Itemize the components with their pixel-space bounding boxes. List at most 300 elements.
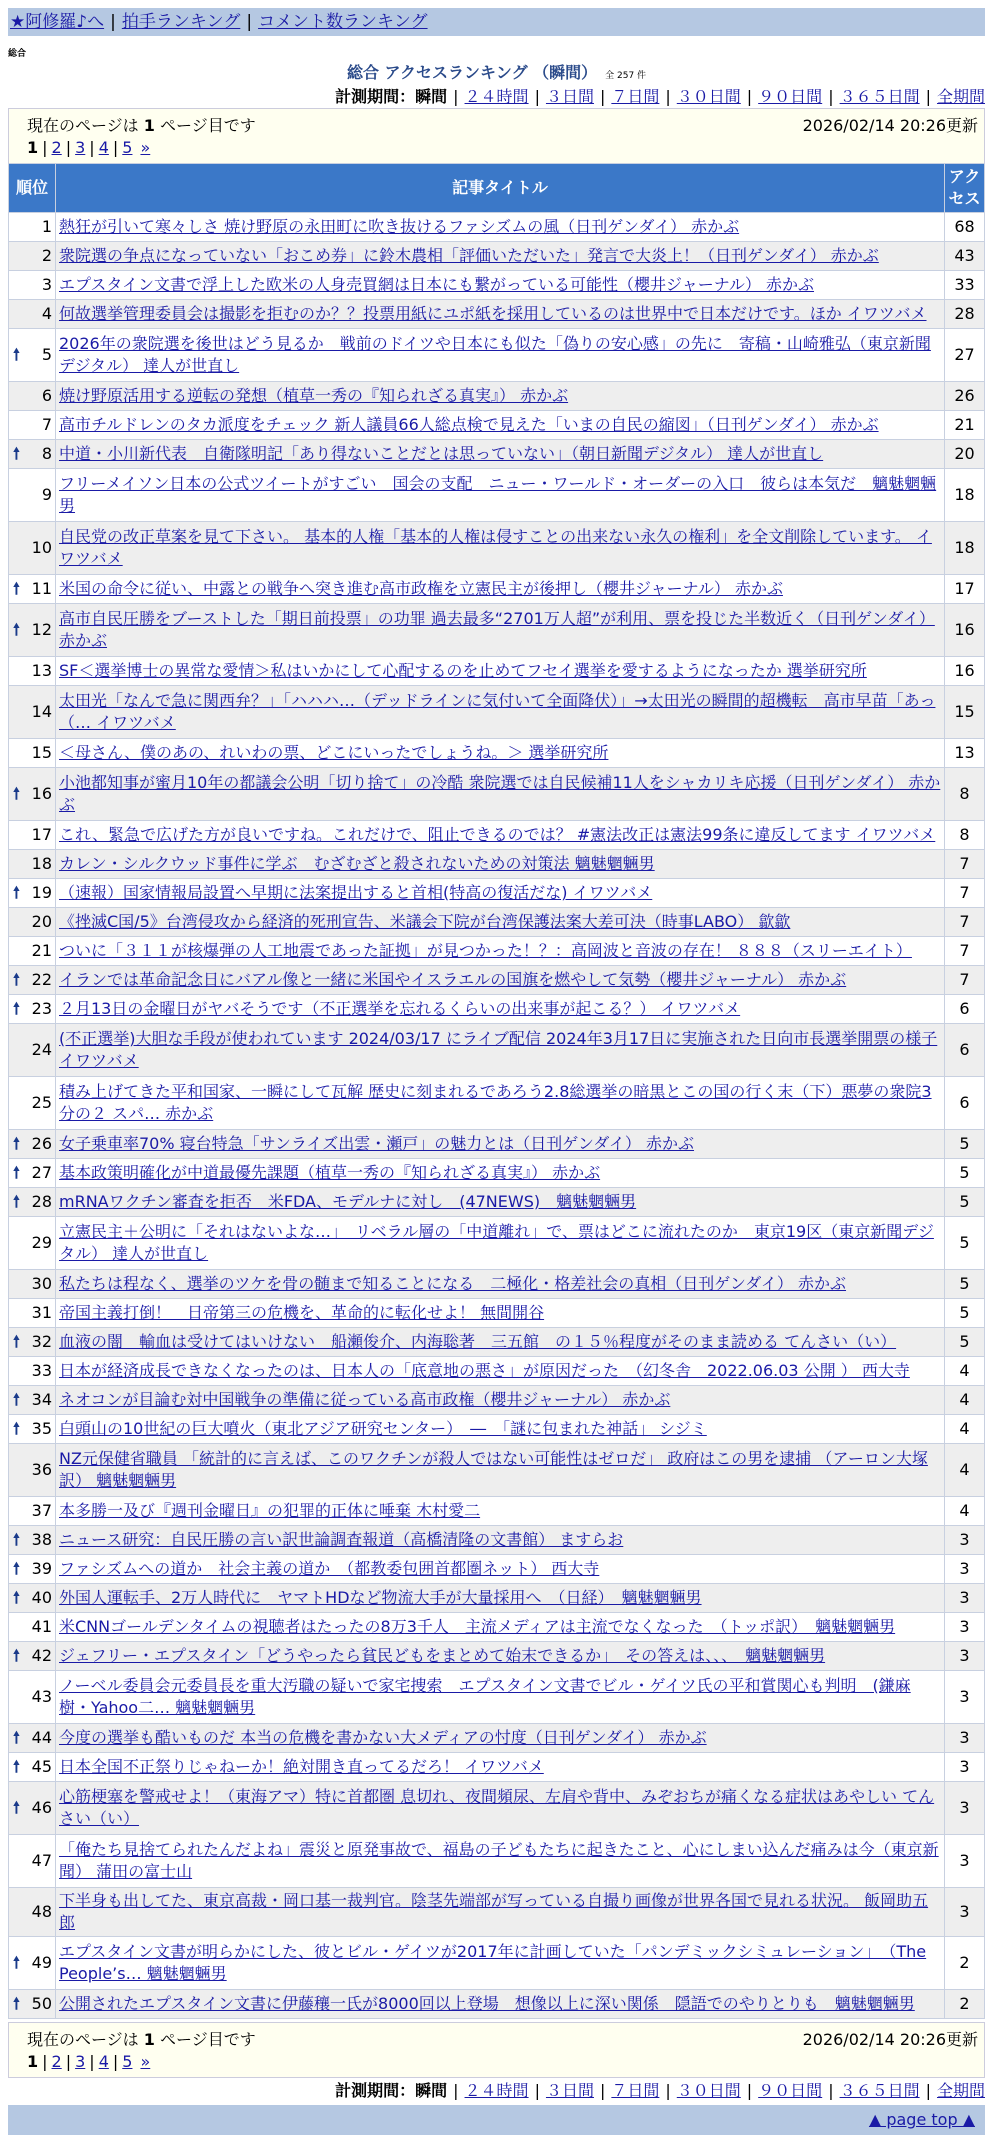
page-link[interactable]: 5 xyxy=(122,2052,133,2071)
rank-number: 29 xyxy=(31,1233,52,1252)
article-link[interactable]: 何故選挙管理委員会は撮影を拒むのか？？投票用紙にユポ紙を採用しているのは世界中で日本だけです。ほか イワツバメ xyxy=(59,304,927,323)
rank-number: 9 xyxy=(41,485,52,504)
access-count: 13 xyxy=(945,739,985,768)
rank-up-arrow-icon: 🠕 xyxy=(13,1728,20,1747)
rank-number: 36 xyxy=(31,1460,52,1479)
rank-up-arrow-icon: 🠕 xyxy=(13,1798,20,1817)
article-link[interactable]: 焼け野原活用する逆転の発想（植草一秀の『知られざる真実』） 赤かぶ xyxy=(59,386,569,405)
article-link[interactable]: 高市自民圧勝をブーストした「期日前投票」の功罪 過去最多“2701万人超”が利用、票を投じた半数近く（日刊ゲンダイ） 赤かぶ xyxy=(59,609,935,650)
rank-cell xyxy=(9,768,56,821)
title-cell xyxy=(56,1613,945,1642)
table-row xyxy=(9,1270,985,1299)
rank-up-arrow-icon: 🠕 xyxy=(13,1530,20,1549)
article-link[interactable]: NZ元保健省職員 「統計的に言えば、このワクチンが殺人ではない可能性はゼロだ」 政府はこの男を逮捕 （アーロン大塚訳） 魑魅魍魎男 xyxy=(59,1449,928,1490)
rank-up-arrow-icon: 🠕 xyxy=(13,1134,20,1153)
rank-number: 38 xyxy=(31,1530,52,1549)
title-cell xyxy=(56,1299,945,1328)
rank-up-arrow-icon: 🠕 xyxy=(13,579,20,598)
current-page-text xyxy=(27,2027,256,2050)
rank-number: 37 xyxy=(31,1501,52,1520)
title-cell xyxy=(56,1555,945,1584)
table-row xyxy=(9,1386,985,1415)
period-link[interactable]: ３日間 xyxy=(545,87,594,106)
access-count: 4 xyxy=(945,1497,985,1526)
rank-number: 42 xyxy=(31,1646,52,1665)
rank-number: 31 xyxy=(31,1303,52,1322)
rank-cell xyxy=(9,1835,56,1888)
article-link[interactable]: エプスタイン文書が明らかにした、彼とビル・ゲイツが2017年に計画していた「パンデミックシミュレーション」 （The People’s… 魑魅魍魎男 xyxy=(59,1942,927,1983)
rank-cell xyxy=(9,1937,56,1990)
period-link[interactable]: 全期間 xyxy=(936,2081,985,2100)
current-page: 1 xyxy=(27,138,39,157)
title-cell xyxy=(56,1130,945,1159)
period-link[interactable]: ３６５日間 xyxy=(839,2081,920,2100)
table-row xyxy=(9,1937,985,1990)
article-link[interactable]: 衆院選の争点になっていない「おこめ券」に鈴木農相「評価いただいた」発言で大炎上！（日刊ゲンダイ） 赤かぶ xyxy=(59,246,879,265)
rank-number: 41 xyxy=(31,1617,52,1636)
table-row xyxy=(9,1724,985,1753)
page-title-text: 総合 アクセスランキング （瞬間） xyxy=(346,63,598,82)
article-link[interactable]: 本多勝一及び『週刊金曜日』の犯罪的正体に唾棄 木村愛二 xyxy=(59,1501,481,1520)
period-link[interactable]: ３０日間 xyxy=(676,87,741,106)
rank-cell xyxy=(9,1724,56,1753)
rank-header: 順位 xyxy=(9,164,56,213)
article-link[interactable]: 基本政策明確化が中道最優先課題（植草一秀の『知られざる真実』） 赤かぶ xyxy=(59,1163,601,1182)
rank-cell xyxy=(9,382,56,411)
title-cell xyxy=(56,1077,945,1130)
period-link[interactable]: ７日間 xyxy=(611,2081,660,2100)
title-cell xyxy=(56,1497,945,1526)
table-row xyxy=(9,1782,985,1835)
rank-number: 50 xyxy=(31,1994,52,2013)
access-count: 33 xyxy=(945,271,985,300)
access-count: 5 xyxy=(945,1299,985,1328)
rank-cell xyxy=(9,1526,56,1555)
title-cell xyxy=(56,1526,945,1555)
page-link[interactable]: 2 xyxy=(51,2052,62,2071)
page-suffix: ページ目です xyxy=(154,116,256,135)
article-link[interactable]: 今度の選挙も酷いものだ 本当の危機を書かない大メディアの忖度（日刊ゲンダイ） 赤かぶ xyxy=(59,1728,707,1747)
table-row xyxy=(9,1188,985,1217)
period-separator: | xyxy=(534,87,540,106)
access-count: 15 xyxy=(945,686,985,739)
rank-cell xyxy=(9,1024,56,1077)
table-row xyxy=(9,1444,985,1497)
page-separator: | xyxy=(89,2052,95,2071)
rank-cell xyxy=(9,1613,56,1642)
rank-number: 10 xyxy=(31,538,52,557)
article-link[interactable]: 小池都知事が蜜月10年の都議会公明「切り捨て」の冷酷 衆院選では自民候補11人をシャカリキ応援（日刊ゲンダイ） 赤かぶ xyxy=(59,773,941,814)
title-cell xyxy=(56,1024,945,1077)
access-count: 20 xyxy=(945,440,985,469)
access-count: 2 xyxy=(945,1990,985,2019)
rank-number: 28 xyxy=(31,1192,52,1211)
current-page: 1 xyxy=(27,2052,39,2071)
title-cell xyxy=(56,382,945,411)
rank-cell xyxy=(9,879,56,908)
rank-number: 48 xyxy=(31,1902,52,1921)
title-cell xyxy=(56,1328,945,1357)
rank-cell xyxy=(9,995,56,1024)
table-row xyxy=(9,995,985,1024)
next-page-link[interactable]: » xyxy=(140,138,151,157)
article-link[interactable]: 「俺たち見捨てられたんだよね」震災と原発事故で、福島の子どもたちに起きたこと、心にしまい込んだ痛みは今（東京新聞） 蒲田の富士山 xyxy=(59,1840,939,1881)
period-link[interactable]: ３６５日間 xyxy=(839,87,920,106)
rank-up-arrow-icon: 🠕 xyxy=(13,1757,20,1776)
table-row xyxy=(9,382,985,411)
article-link[interactable]: ２月13日の金曜日がヤバそうです（不正選挙を忘れるくらいの出来事が起こる？） イワツバメ xyxy=(59,999,741,1018)
table-row xyxy=(9,657,985,686)
access-count: 4 xyxy=(945,1386,985,1415)
rank-cell xyxy=(9,850,56,879)
article-link[interactable]: 血液の闇 輸血は受けてはいけない 船瀬俊介、内海聡著 三五館 の１５％程度がそのまま読める てんさい（い） xyxy=(59,1332,897,1351)
article-link[interactable]: ついに「３１１が核爆弾の人工地震であった証拠」が見つかった！？：高岡波と音波の存在！ ８８８（スリーエイト） xyxy=(59,941,912,960)
access-count: 7 xyxy=(945,850,985,879)
access-count: 3 xyxy=(945,1671,985,1724)
rank-number: 5 xyxy=(41,345,52,364)
rank-number: 15 xyxy=(31,743,52,762)
page-link[interactable]: 2 xyxy=(51,138,62,157)
rank-up-arrow-icon: 🠕 xyxy=(13,970,20,989)
table-row xyxy=(9,1357,985,1386)
title-cell xyxy=(56,1835,945,1888)
access-count: 16 xyxy=(945,657,985,686)
title-cell xyxy=(56,1444,945,1497)
rank-cell xyxy=(9,242,56,271)
title-cell xyxy=(56,1386,945,1415)
title-cell xyxy=(56,657,945,686)
article-link[interactable]: 中道・小川新代表 自衛隊明記「あり得ないことだとは思っていない」（朝日新聞デジタル） 達人が世直し xyxy=(59,444,824,463)
period-label: 計測期間： xyxy=(335,2081,416,2100)
rank-number: 26 xyxy=(31,1134,52,1153)
rank-up-arrow-icon: 🠕 xyxy=(13,1994,20,2013)
period-separator: | xyxy=(828,87,834,106)
article-link[interactable]: 立憲民主＋公明に「それはないよな…」 リベラル層の「中道離れ」で、票はどこに流れたのか 東京19区（東京新聞デジタル） 達人が世直し xyxy=(59,1222,934,1263)
rank-number: 17 xyxy=(31,825,52,844)
rank-cell xyxy=(9,1990,56,2019)
home-link[interactable]: ★阿修羅♪へ xyxy=(10,12,105,32)
next-page-link[interactable]: » xyxy=(140,2052,151,2071)
period-link[interactable]: 全期間 xyxy=(936,87,985,106)
access-count: 5 xyxy=(945,1188,985,1217)
table-row xyxy=(9,937,985,966)
table-row xyxy=(9,1130,985,1159)
rank-number: 40 xyxy=(31,1588,52,1607)
rank-number: 16 xyxy=(31,784,52,803)
article-link[interactable]: ニュース研究：自民圧勝の言い訳世論調査報道（高橋清隆の文書館） ますらお xyxy=(59,1530,624,1549)
period-separator: | xyxy=(828,2081,834,2100)
access-count: 43 xyxy=(945,242,985,271)
article-link[interactable]: 帝国主義打倒！ 日帝第三の危機を、革命的に転化せよ！ 無間開谷 xyxy=(59,1303,545,1322)
rank-up-arrow-icon: 🠕 xyxy=(13,1588,20,1607)
access-count: 7 xyxy=(945,966,985,995)
page-link[interactable]: 3 xyxy=(75,2052,86,2071)
table-row xyxy=(9,768,985,821)
table-row xyxy=(9,604,985,657)
article-link[interactable]: 2026年の衆院選を後世はどう見るか 戦前のドイツや日本にも似た「偽りの安心感」の先に 寄稿・山崎雅弘（東京新聞デジタル） 達人が世直し xyxy=(59,334,931,375)
ranking-table xyxy=(8,163,985,2019)
article-link[interactable]: 心筋梗塞を警戒せよ！（東海アマ）特に首都圏 息切れ、夜間頻尿、左肩や背中、みぞおちが痛くなる症状はあやしい てんさい（い） xyxy=(59,1787,935,1828)
period-current: 瞬間 xyxy=(415,87,448,106)
period-separator: | xyxy=(453,87,459,106)
article-link[interactable]: 熱狂が引いて寒々しさ 焼け野原の永田町に吹き抜けるファシズムの風（日刊ゲンダイ） 赤かぶ xyxy=(59,217,740,236)
rank-cell xyxy=(9,686,56,739)
table-row xyxy=(9,1613,985,1642)
page-separator: | xyxy=(89,138,95,157)
article-link[interactable]: カレン・シルクウッド事件に学ぶ むざむざと殺されないための対策法 魑魅魍魎男 xyxy=(59,854,655,873)
title-cell xyxy=(56,879,945,908)
rank-number: 35 xyxy=(31,1419,52,1438)
rank-cell xyxy=(9,1584,56,1613)
page-number: 1 xyxy=(143,2030,155,2049)
rank-up-arrow-icon: 🠕 xyxy=(13,1419,20,1438)
rank-cell xyxy=(9,1642,56,1671)
title-cell xyxy=(56,1753,945,1782)
article-link[interactable]: (不正選挙)大胆な手段が使われています 2024/03/17 にライブ配信 2024年3月17日に実施された日向市長選挙開票の様子 イワツバメ xyxy=(59,1029,938,1070)
rank-up-arrow-icon: 🠕 xyxy=(13,1390,20,1409)
rank-cell xyxy=(9,522,56,575)
period-link[interactable]: ２４時間 xyxy=(464,2081,529,2100)
rank-number: 6 xyxy=(41,386,52,405)
rank-cell xyxy=(9,1357,56,1386)
table-row xyxy=(9,1835,985,1888)
period-separator: | xyxy=(925,87,931,106)
page-link[interactable]: 3 xyxy=(75,138,86,157)
rank-number: 21 xyxy=(31,941,52,960)
article-link[interactable]: ＜母さん、僕のあの、れいわの票、どこにいったでしょうね。＞ 選挙研究所 xyxy=(59,743,609,762)
period-link[interactable]: ２４時間 xyxy=(464,87,529,106)
rank-number: 27 xyxy=(31,1163,52,1182)
page-link[interactable]: 5 xyxy=(122,138,133,157)
rank-up-arrow-icon: 🠕 xyxy=(13,1646,20,1665)
rank-cell xyxy=(9,1217,56,1270)
article-link[interactable]: 下半身も出してた、東京高裁・岡口基一裁判官。陰茎先端部が写っている自撮り画像が世界各国で見れる状況。 飯岡助五郎 xyxy=(59,1891,929,1932)
period-separator: | xyxy=(665,2081,671,2100)
title-cell xyxy=(56,739,945,768)
article-link[interactable]: 私たちは程なく、選挙のツケを骨の髄まで知ることになる 二極化・格差社会の真相（日刊ゲンダイ） 赤かぶ xyxy=(59,1274,847,1293)
access-count: 21 xyxy=(945,411,985,440)
access-count: 68 xyxy=(945,213,985,242)
table-row xyxy=(9,879,985,908)
article-link[interactable]: 積み上げてきた平和国家、一瞬にして瓦解 歴史に刻まれるであろう2.8総選挙の暗黒とこの国の行く末（下）悪夢の衆院3分の２ スパ… 赤かぶ xyxy=(59,1082,932,1123)
title-cell xyxy=(56,440,945,469)
table-row xyxy=(9,821,985,850)
access-count: 4 xyxy=(945,1357,985,1386)
rank-number: 8 xyxy=(41,444,52,463)
table-row xyxy=(9,575,985,604)
article-link[interactable]: 白頭山の10世紀の巨大噴火（東北アジア研究センター） ― 「謎に包まれた神話」 シジミ xyxy=(59,1419,707,1438)
title-cell xyxy=(56,937,945,966)
rank-up-arrow-icon: 🠕 xyxy=(13,1163,20,1182)
updated-timestamp: 2026/02/14 20:26更新 xyxy=(802,116,978,135)
period-separator: | xyxy=(746,2081,753,2100)
access-count: 26 xyxy=(945,382,985,411)
access-count: 6 xyxy=(945,1024,985,1077)
table-row xyxy=(9,686,985,739)
period-link[interactable]: ９０日間 xyxy=(758,2081,823,2100)
table-row xyxy=(9,1328,985,1357)
title-cell xyxy=(56,908,945,937)
article-link[interactable]: mRNAワクチン審査を拒否 米FDA、モデルナに対し (47NEWS) 魑魅魍魎男 xyxy=(59,1192,637,1211)
comment-ranking-link[interactable]: コメント数ランキング xyxy=(258,12,428,32)
article-link[interactable]: ジェフリー・エプスタイン「どうやったら貧民どもをまとめて始末できるか」 その答えは、、、 魑魅魍魎男 xyxy=(59,1646,826,1665)
rank-cell xyxy=(9,1299,56,1328)
rank-number: 43 xyxy=(31,1687,52,1706)
article-link[interactable]: ノーベル委員会元委員長を重大汚職の疑いで家宅捜索 エプスタイン文書でビル・ゲイツ氏の平和賞関心も判明 (鎌麻樹・Yahoo二… 魑魅魍魎男 xyxy=(59,1676,911,1717)
rank-number: 22 xyxy=(31,970,52,989)
table-row xyxy=(9,1299,985,1328)
title-cell xyxy=(56,966,945,995)
rank-cell xyxy=(9,1753,56,1782)
title-cell xyxy=(56,469,945,522)
pagination-info-top xyxy=(8,108,985,164)
updated-timestamp: 2026/02/14 20:26更新 xyxy=(802,2030,978,2049)
access-count: 3 xyxy=(945,1835,985,1888)
access-header: アクセス xyxy=(945,164,985,213)
rank-cell xyxy=(9,1671,56,1724)
table-row xyxy=(9,300,985,329)
rank-number: 33 xyxy=(31,1361,52,1380)
title-cell xyxy=(56,1188,945,1217)
breadcrumb: 総合 xyxy=(8,49,27,59)
access-count: 5 xyxy=(945,1217,985,1270)
period-separator: | xyxy=(665,87,671,106)
access-count: 3 xyxy=(945,1888,985,1937)
period-link[interactable]: ９０日間 xyxy=(758,87,823,106)
article-link[interactable]: ファシズムへの道か 社会主義の道か （都教委包囲首都圏ネット） 西大寺 xyxy=(59,1559,600,1578)
rank-up-arrow-icon: 🠕 xyxy=(13,1192,20,1211)
title-cell xyxy=(56,1159,945,1188)
page-link[interactable]: 4 xyxy=(98,138,109,157)
title-cell xyxy=(56,1990,945,2019)
rank-cell xyxy=(9,329,56,382)
access-count: 3 xyxy=(945,1555,985,1584)
title-cell xyxy=(56,1270,945,1299)
article-link[interactable]: 米国の命令に従い、中露との戦争へ突き進む高市政権を立憲民主が後押し（櫻井ジャーナル） 赤かぶ xyxy=(59,579,783,598)
table-row xyxy=(9,1159,985,1188)
access-count: 2 xyxy=(945,1937,985,1990)
access-count: 4 xyxy=(945,1415,985,1444)
applause-ranking-link[interactable]: 拍手ランキング xyxy=(121,12,241,32)
rank-number: 7 xyxy=(41,415,52,434)
rank-number: 1 xyxy=(41,217,52,236)
title-cell xyxy=(56,1642,945,1671)
article-link[interactable]: 日本が経済成長できなくなったのは、日本人の「底意地の悪さ」が原因だった （幻冬舎 2022.06.03 公開 ） 西大寺 xyxy=(59,1361,910,1380)
access-count: 5 xyxy=(945,1130,985,1159)
rank-number: 20 xyxy=(31,912,52,931)
access-count: 6 xyxy=(945,1077,985,1130)
title-cell xyxy=(56,768,945,821)
rank-cell xyxy=(9,440,56,469)
article-link[interactable]: 公開されたエプスタイン文書に伊藤穰一氏が8000回以上登場 想像以上に深い関係 隠語でのやりとりも 魑魅魍魎男 xyxy=(59,1994,915,2013)
title-cell xyxy=(56,242,945,271)
item-count: 全 257 件 xyxy=(605,71,647,81)
table-row xyxy=(9,966,985,995)
title-cell xyxy=(56,1782,945,1835)
rank-number: 23 xyxy=(31,999,52,1018)
article-link[interactable]: フリーメイソン日本の公式ツイートがすごい 国会の支配 ニュー・ワールド・オーダーの入口 彼らは本気だ 魑魅魍魎男 xyxy=(59,474,937,515)
rank-number: 46 xyxy=(31,1798,52,1817)
period-current: 瞬間 xyxy=(415,2081,448,2100)
table-row xyxy=(9,1642,985,1671)
rank-cell xyxy=(9,1270,56,1299)
period-separator: | xyxy=(599,87,606,106)
table-row xyxy=(9,1555,985,1584)
period-separator: | xyxy=(925,2081,931,2100)
period-selector-top xyxy=(335,84,985,107)
rank-cell xyxy=(9,575,56,604)
access-count: 16 xyxy=(945,604,985,657)
article-link[interactable]: （速報）国家情報局設置へ早期に法案提出すると首相(特高の復活だな) イワツバメ xyxy=(59,883,653,902)
rank-cell xyxy=(9,908,56,937)
rank-number: 39 xyxy=(31,1559,52,1578)
period-link[interactable]: ３０日間 xyxy=(676,2081,741,2100)
rank-up-arrow-icon: 🠕 xyxy=(13,1559,20,1578)
page-links xyxy=(27,2052,150,2071)
rank-cell xyxy=(9,1444,56,1497)
table-row xyxy=(9,739,985,768)
article-link[interactable]: 《挫滅C国/5》台湾侵攻から経済的死刑宣告、米議会下院が台湾保護法案大差可決（時事LABO） 歙歙 xyxy=(59,912,791,931)
current-page-text xyxy=(27,113,256,136)
table-row xyxy=(9,1415,985,1444)
page-link[interactable]: 4 xyxy=(98,2052,109,2071)
article-link[interactable]: ネオコンが目論む対中国戦争の準備に従っている高市政権（櫻井ジャーナル） 赤かぶ xyxy=(59,1390,671,1409)
access-count: 7 xyxy=(945,908,985,937)
period-separator: | xyxy=(599,2081,606,2100)
article-link[interactable]: 日本全国不正祭りじゃねーか！絶対開き直ってるだろ！ イワツバメ xyxy=(59,1757,544,1776)
access-count: 3 xyxy=(945,1724,985,1753)
rank-number: 25 xyxy=(31,1093,52,1112)
article-link[interactable]: 自民党の改正草案を見て下さい。 基本的人権「基本的人権は侵すことの出来ない永久の権利」を全文削除しています。 イワツバメ xyxy=(59,527,932,568)
access-count: 18 xyxy=(945,469,985,522)
period-link[interactable]: ３日間 xyxy=(545,2081,594,2100)
rank-cell xyxy=(9,1888,56,1937)
table-row xyxy=(9,1497,985,1526)
article-link[interactable]: 米CNNゴールデンタイムの視聴者はたったの8万3千人 主流メディアは主流でなくなった （トッポ訳） 魑魅魍魎男 xyxy=(59,1617,896,1636)
rank-cell xyxy=(9,657,56,686)
rank-cell xyxy=(9,411,56,440)
rank-number: 13 xyxy=(31,661,52,680)
table-row xyxy=(9,1077,985,1130)
access-count: 3 xyxy=(945,1526,985,1555)
title-cell xyxy=(56,604,945,657)
rank-number: 24 xyxy=(31,1040,52,1059)
period-label: 計測期間： xyxy=(335,87,416,106)
title-cell xyxy=(56,995,945,1024)
table-row xyxy=(9,522,985,575)
article-link[interactable]: 外国人運転手、2万人時代に ヤマトHDなど物流大手が大量採用へ （日経） 魑魅魍魎男 xyxy=(59,1588,702,1607)
title-cell xyxy=(56,575,945,604)
rank-cell xyxy=(9,937,56,966)
page-separator: | xyxy=(112,138,119,157)
article-link[interactable]: 太田光「なんで急に関西弁？」「ハハハ…（デッドラインに気付いて全面降伏）」→太田光の瞬間的超機転 高市早苗「あっ（… イワツバメ xyxy=(59,691,936,732)
period-separator: | xyxy=(746,87,753,106)
rank-cell xyxy=(9,1782,56,1835)
pagination-info-bottom xyxy=(8,2022,985,2078)
article-link[interactable]: これ、緊急で広げた方が良いですね。これだけで、阻止できるのでは？ #憲法改正は憲法99条に違反してます イワツバメ xyxy=(59,825,936,844)
period-link[interactable]: ７日間 xyxy=(611,87,660,106)
article-link[interactable]: 高市チルドレンのタカ派度をチェック 新人議員66人総点検で見えた「いまの自民の縮図」（日刊ゲンダイ） 赤かぶ xyxy=(59,415,879,434)
article-link[interactable]: 女子乗車率70% 寝台特急「サンライズ出雲・瀬戸」の魅力とは（日刊ゲンダイ） 赤かぶ xyxy=(59,1134,695,1153)
article-link[interactable]: SF＜選挙博士の異常な愛情＞私はいかにして心配するのを止めてフセイ選挙を愛するようになったか 選挙研究所 xyxy=(59,661,867,680)
page-top-link[interactable]: ▲ page top ▲ xyxy=(868,2110,975,2129)
period-selector-bottom xyxy=(335,2078,985,2101)
period-separator: | xyxy=(453,2081,459,2100)
article-link[interactable]: エプスタイン文書で浮上した欧米の人身売買網は日本にも繋がっている可能性（櫻井ジャーナル） 赤かぶ xyxy=(59,275,815,294)
access-count: 27 xyxy=(945,329,985,382)
page-title xyxy=(8,60,985,83)
article-link[interactable]: イランでは革命記念日にバアル像と一緒に米国やイスラエルの国旗を燃やして気勢（櫻井ジャーナル） 赤かぶ xyxy=(59,970,847,989)
